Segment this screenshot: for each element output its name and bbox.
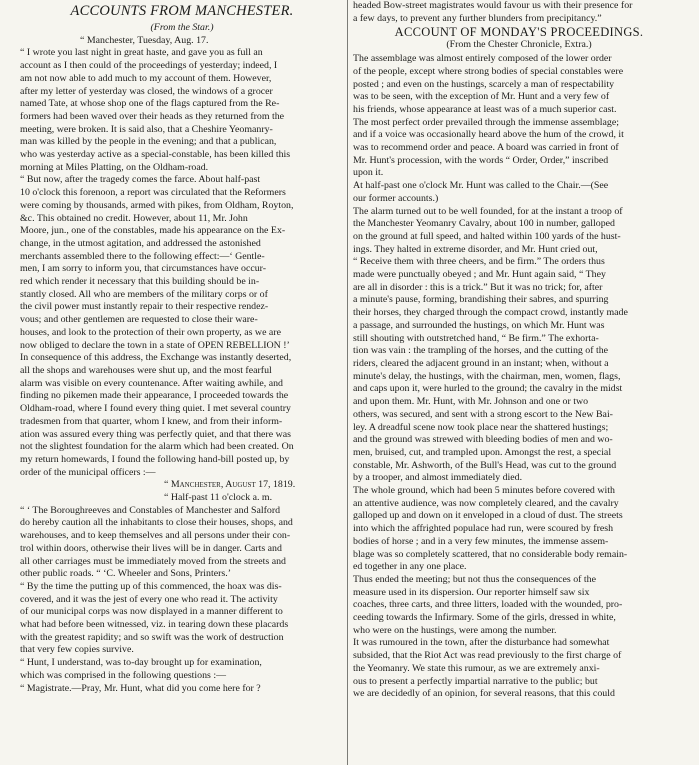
source-credit-chester: (From the Chester Chronicle, Extra.) <box>446 39 592 51</box>
text-line: stantly closed. All who are members of the military corps or of <box>20 288 268 300</box>
text-line: headed Bow-street magistrates would favour us with their presence for <box>353 0 633 11</box>
body-paragraphs <box>353 53 685 701</box>
text-line: red which render it necessary that this building should be in- <box>20 276 260 288</box>
text-line: houses, and look to the protection of their own property, as we are <box>20 326 281 338</box>
text-line: all other carriages must be immediately moved from the streets and <box>20 555 286 567</box>
text-line: It was rumoured in the town, after the disturbance had somewhat <box>353 637 610 649</box>
text-line: our former accounts.) <box>353 192 439 204</box>
text-line: tion was vain : the trampling of the horses, and the cutting of the <box>353 345 609 357</box>
text-line: other public roads. “ ‘C. Wheeler and Sons, Printers.’ <box>20 568 231 580</box>
text-line: “ By the time the putting up of this commenced, the hoax was dis- <box>20 580 282 592</box>
text-line: men, I am sorry to inform you, that circumstances have occur- <box>20 263 267 275</box>
text-line: At half-past one o'clock Mr. Hunt was called to the Chair.—(See <box>353 180 609 192</box>
source-credit-star: (From the Star.) <box>150 22 214 33</box>
text-line: ley. A dreadful scene now took place near the shattered hustings; <box>353 421 609 433</box>
text-line: on the ground at full speed, and halted within 100 yards of the hust- <box>353 230 621 242</box>
text-line: covered, and it was the jest of every one who read it. The activity <box>20 593 278 605</box>
text-line: now obliged to declare the town in a state of OPEN REBELLION !’ <box>20 339 290 351</box>
text-line: that very few copies survive. <box>20 644 134 656</box>
text-line: do hereby caution all the inhabitants to close their houses, shops, and <box>20 517 293 529</box>
handbill-time: “ Half-past 11 o'clock a. m. <box>164 492 273 504</box>
text-line: others, was secured, and sent with a strong escort to the New Bai- <box>353 408 613 420</box>
text-line: of our municipal corps was now displayed in a manner different to <box>20 606 283 618</box>
text-line: with the greatest rapidity; and so swift was the work of destruction <box>20 631 284 643</box>
text-line: Mr. Hunt's procession, with the words “ Order, Order,” inscribed <box>353 154 609 166</box>
text-line: coaches, three carts, and three litters, loaded with the wounded, pro- <box>353 599 623 611</box>
text-line: into which the affrighted populace had run, were scoured by fresh <box>353 523 614 535</box>
text-line: “ ‘ The Boroughreeves and Constables of Manchester and Salford <box>20 504 281 516</box>
text-line: &c. This obtained no credit. However, about 11, Mr. John <box>20 212 248 224</box>
right-column <box>353 0 685 765</box>
text-line: who were on the hustings, were among the number. <box>353 624 557 636</box>
text-line: “ Magistrate.—Pray, Mr. Hunt, what did you come here for ? <box>20 682 261 694</box>
text-line: not the slightest foundation for the alarm which had been created. On <box>20 441 294 453</box>
text-line: my return homewards, I found the following hand-bill posted up, by <box>20 453 290 465</box>
text-line: finding no pikemen made their appearance, I proceeded towards the <box>20 390 289 402</box>
text-line: warehouses, and to keep themselves and all persons under their con- <box>20 530 291 542</box>
continued-lead <box>353 0 685 25</box>
article-title-mondays-proceedings: ACCOUNT OF MONDAY'S PROCEEDINGS. <box>394 25 644 40</box>
text-line: the Yeomanry. We state this rumour, as we are extremely anxi- <box>353 662 600 674</box>
text-line: galloped up and down on it enveloped in a cloud of dust. The streets <box>353 510 623 522</box>
text-line: meeting, were broken. It is said also, that a Cheshire Yeomanry- <box>20 123 273 135</box>
text-line: by a trooper, and almost immediately died. <box>353 472 523 484</box>
text-line: trol within doors, otherwise their lives will be in danger. Carts and <box>20 542 282 554</box>
text-line: The assemblage was almost entirely composed of the lower order <box>353 53 612 65</box>
text-line: Oldham-road, where I found every thing quiet. I met several country <box>20 403 291 415</box>
text-line: and the ground was strewed with bleeding bodies of men and wo- <box>353 434 613 446</box>
column-rule <box>347 0 348 765</box>
text-line: and upon them. Mr. Hunt, with Mr. Johnson and one or two <box>353 396 589 408</box>
text-line: “ But now, after the tragedy comes the farce. About half-past <box>20 174 261 186</box>
text-line: which was comprised in the following questions :— <box>20 669 226 681</box>
text-line: his friends, whose appearance at least was of a much superior cast. <box>353 103 617 115</box>
text-line: ation was assured every thing was perfectly quiet, and that there was <box>20 428 291 440</box>
text-line: In consequence of this address, the Exchange was instantly deserted, <box>20 352 292 364</box>
text-line: made were punctually obeyed ; and Mr. Hunt again said, “ They <box>353 269 606 281</box>
handbill-dateline: “ Manchester, August 17, 1819. <box>164 479 296 491</box>
text-line: of the people, except where strong bodies of special constables were <box>353 65 624 77</box>
text-line: formers had been waved over their heads as they returned from the <box>20 110 285 122</box>
text-line: 10 o'clock this forenoon, a report was circulated that the Reformers <box>20 187 286 199</box>
text-line: posted ; and even on the hustings, scarcely a man of respectability <box>353 78 615 90</box>
text-line: measure used in its dispersion. Our reporter himself saw six <box>353 586 590 598</box>
text-line: The whole ground, which had been 5 minutes before covered with <box>353 485 615 497</box>
dateline: “ Manchester, Tuesday, Aug. 17. <box>80 34 209 46</box>
text-line: Thus ended the meeting; but not thus the consequences of the <box>353 573 596 585</box>
text-line: named Tate, at whose shop one of the flags captured from the Re- <box>20 98 280 110</box>
text-line: man was killed by the people in the evening; and that a publican, <box>20 136 277 148</box>
text-line: after my letter of yesterday was closed, the windows of a grocer <box>20 85 273 97</box>
text-line: a few days, to prevent any further blunders from precipitancy.” <box>353 12 602 24</box>
text-line: The most perfect order prevailed through the immense assemblage; <box>353 116 619 128</box>
text-line: “ I wrote you last night in great haste, and gave you as full an <box>20 47 263 59</box>
left-column <box>20 0 344 765</box>
text-line: merchants assembled there to the following effect:—‘ Gentle- <box>20 250 265 262</box>
text-line: ed together in any one place. <box>353 561 467 573</box>
text-line: order of the municipal officers :— <box>20 466 156 478</box>
text-line: account as I then could of the proceedings of yesterday; indeed, I <box>20 60 278 72</box>
text-line: ceeding towards the Infirmary. Some of the girls, dressed in white, <box>353 612 616 624</box>
text-line: am not now able to add much to my account of them. However, <box>20 72 272 84</box>
text-line: ings. They halted in extreme disorder, and Mr. Hunt cried out, <box>353 243 598 255</box>
text-line: tradesmen from that quarter, whom I knew, and from their inform- <box>20 415 283 427</box>
text-line: who was yesterday active as a special-constable, has been killed this <box>20 149 291 161</box>
text-line: were coming by thousands, armed with pikes, from Oldham, Royton, <box>20 199 294 211</box>
text-line: their horses, they charged through the compact crowd, instantly made <box>353 307 628 319</box>
text-line: Moore, jun., one of the constables, made his appearance on the Ex- <box>20 225 286 237</box>
text-line: what had before been witnessed, viz. in tearing down these placards <box>20 619 289 631</box>
body-paragraphs <box>20 47 344 479</box>
text-line: was to recommend order and peace. A board was carried in front of <box>353 142 619 154</box>
text-line: constable, Mr. Ashworth, of the Bull's Head, was cut to the ground <box>353 459 617 471</box>
text-line: was to be seen, with the exception of Mr. Hunt and a very few of <box>353 91 610 103</box>
text-line: a passage, and surrounded the hustings, on which Mr. Hunt was <box>353 319 605 331</box>
article-title-manchester: ACCOUNTS FROM MANCHESTER. <box>70 3 294 19</box>
text-line: men, bruised, cut, and trampled upon. Amongst the rest, a special <box>353 446 612 458</box>
text-line: an attentive audience, was now completely cleared, and the cavalry <box>353 497 619 509</box>
text-line: blage was so completely scattered, that no considerable body remain- <box>353 548 628 560</box>
text-line: The alarm turned out to be well founded, for at the instant a troop of <box>353 205 623 217</box>
text-line: “ Receive them with three cheers, and be firm.” The orders thus <box>353 256 605 268</box>
text-line: bodies of horse ; and in a very few minutes, the immense assem- <box>353 535 609 547</box>
text-line: “ Hunt, I understand, was to-day brought up for examination, <box>20 657 262 669</box>
text-line: are all in disorder : this is a trick.” But it was no trick; for, after <box>353 281 603 293</box>
text-line: morning at Miles Platting, on the Oldham-road. <box>20 161 209 173</box>
text-line: ous to present a perfectly impartial narrative to the public; but <box>353 675 598 687</box>
text-line: subsided, that the Riot Act was read previously to the first charge of <box>353 650 622 662</box>
text-line: change, in the utmost agitation, and addressed the astonished <box>20 237 261 249</box>
text-line: upon it. <box>353 167 384 179</box>
text-line: the civil power must instantly repair to their respective rendez- <box>20 301 269 313</box>
text-line: alarm was visible on every countenance. After waiting awhile, and <box>20 377 283 389</box>
text-line: and if a voice was occasionally heard above the hum of the crowd, it <box>353 129 624 141</box>
text-line: vous; and other gentlemen are requested to close their ware- <box>20 314 258 326</box>
text-line: minute's delay, the hustings, with the chairman, men, women, flags, <box>353 370 621 382</box>
text-line: riders, cleared the adjacent ground in an instant; when, without a <box>353 357 609 369</box>
text-line: we are decidedly of an opinion, for several reasons, that this could <box>353 688 615 700</box>
text-line: and caps upon it, were hurled to the ground; the cavalry in the midst <box>353 383 623 395</box>
handbill-text <box>20 505 344 581</box>
text-line: still shouting with outstretched hand, “ Be firm.” The exhorta- <box>353 332 599 344</box>
text-line: all the shops and warehouses were shut up, and the most fearful <box>20 364 272 376</box>
text-line: a minute's pause, forming, brandishing their sabres, and spurring <box>353 294 609 306</box>
text-line: the Manchester Yeomanry Cavalry, about 100 in number, galloped <box>353 218 615 230</box>
body-paragraphs-continued <box>20 581 344 695</box>
